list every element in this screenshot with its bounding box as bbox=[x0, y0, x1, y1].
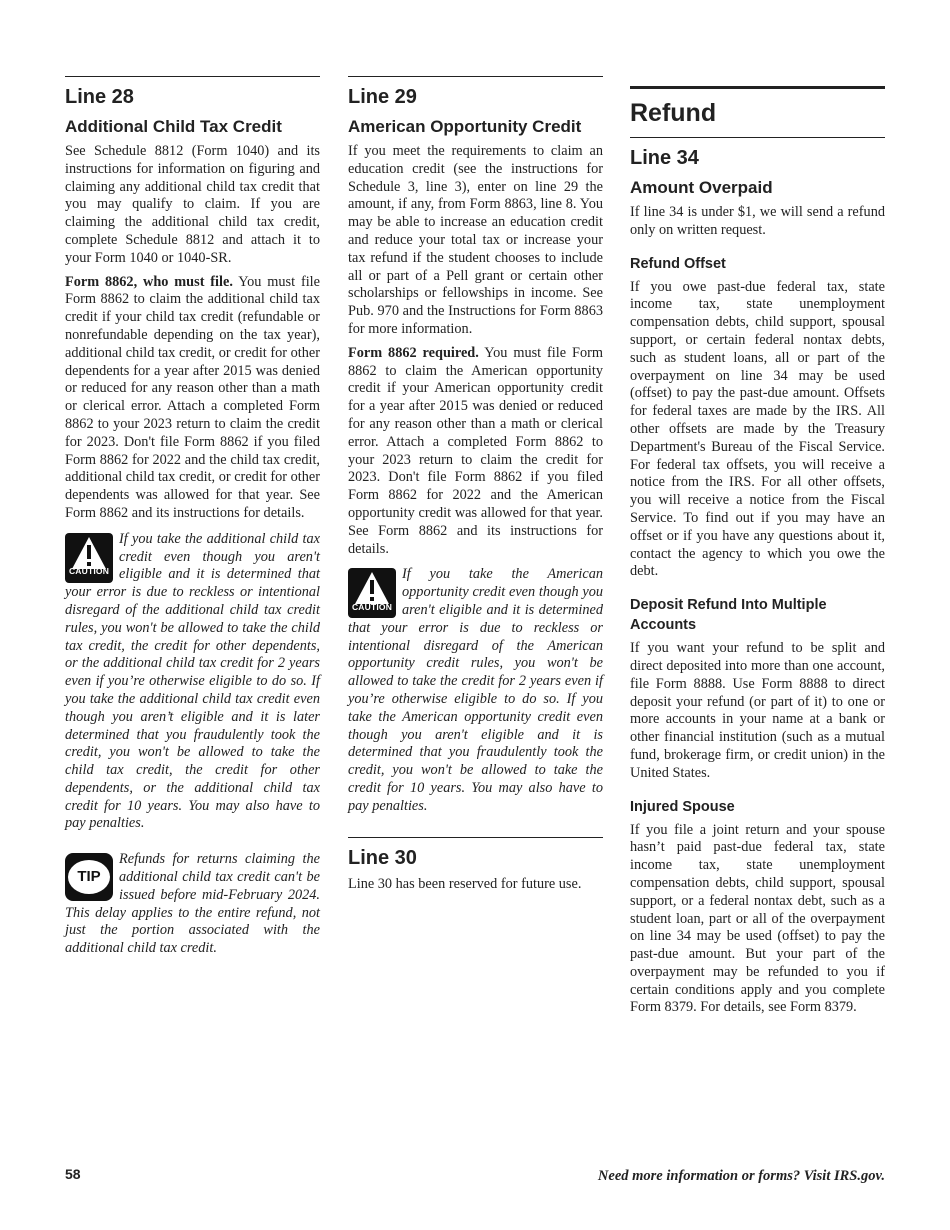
form-8862-required-label: Form 8862 required. bbox=[348, 344, 479, 361]
tip-label: TIP bbox=[68, 860, 110, 894]
amount-overpaid-heading: Amount Overpaid bbox=[630, 178, 773, 197]
caution-note bbox=[65, 531, 320, 834]
line-34-paragraph: If line 34 is under $1, we will send a refund only on written request. bbox=[630, 204, 885, 238]
caution-note bbox=[348, 566, 603, 815]
column-line-28 bbox=[65, 76, 320, 968]
refund-heading: Refund bbox=[630, 99, 717, 127]
caution-label: CAUTION bbox=[351, 601, 393, 612]
injured-spouse-paragraph: If you file a joint return and your spouse hasn’t paid past-due federal tax, state income tax, state unemployment compensation debts, child support, spousal support, or a federal nontax debt, such as a student loan, part or all of the overpayment on line 34 may be used (offset) to pay the past-due amount. But your part of the overpayment may be refunded to you if certain conditions apply and you complete Form 8379. For details, see Form 8379. bbox=[630, 821, 885, 1016]
caution-text: If you take the American opportunity credit even though you aren't eligible and it is determined that your error is due to reckless or intentional disregard of the American opportunity credit rules, you won't be allowed to take the credit for 2 years even if you’re otherwise eligible to do so. If you take the American opportunity credit even though you aren't eligible and it is determined that you fraudulently took the credit, you won't be allowed to take the credit for 10 years. You may also have to pay penalties. bbox=[348, 566, 603, 814]
form-8862-who-must-file-label: Form 8862, who must file. bbox=[65, 273, 233, 290]
deposit-refund-heading: Deposit Refund Into Multiple Accounts bbox=[630, 597, 827, 634]
caution-label: CAUTION bbox=[68, 565, 110, 576]
column-line-29 bbox=[348, 76, 603, 900]
page-number: 58 bbox=[65, 1166, 81, 1182]
injured-spouse-heading: Injured Spouse bbox=[630, 798, 735, 815]
form-8862-required-paragraph bbox=[348, 345, 603, 559]
line-29-heading: Line 29 bbox=[348, 86, 417, 108]
american-opportunity-credit-heading: American Opportunity Credit bbox=[348, 117, 582, 136]
line-30-paragraph: Line 30 has been reserved for future use. bbox=[348, 876, 582, 893]
irs-gov-footer-text: Need more information or forms? Visit IRS.gov. bbox=[597, 1168, 885, 1184]
additional-child-tax-credit-heading: Additional Child Tax Credit bbox=[65, 117, 282, 136]
form-8862-who-must-file-text: You must file Form 8862 to claim the additional child tax credit if your child tax credit (refundable or nonrefundable depending on the tax year), additional child tax credit, or credit for other dependents for a year after 2015 was denied or reduced for any reason other than a math or clerical error. Attach a completed Form 8862 to your 2023 return to claim the credit for 2023. Don't file Form 8862 if you filed Form 8862 for 2022 and the child tax credit, additional child tax credit, or credit for other dependents was allowed for that year. See Form 8862 and its instructions for details. bbox=[65, 273, 320, 521]
tip-icon bbox=[65, 853, 113, 901]
tip-note bbox=[65, 851, 320, 958]
line-28-heading: Line 28 bbox=[65, 86, 134, 108]
section-rule bbox=[348, 76, 603, 77]
caution-icon bbox=[65, 533, 113, 583]
line-28-paragraph: See Schedule 8812 (Form 1040) and its instructions for information on figuring and claiming any additional child tax credit that you may qualify to claim. If you are claiming the additional child tax credit, complete Schedule 8812 and attach it to your Form 1040 or 1040-SR. bbox=[65, 143, 320, 266]
line-30-heading: Line 30 bbox=[348, 847, 417, 870]
tip-text: Refunds for returns claiming the additional child tax credit can't be issued before mid-February 2024. This delay applies to the entire refund, not just the portion associated with the additional child tax credit. bbox=[65, 851, 320, 957]
deposit-refund-paragraph: If you want your refund to be split and direct deposited into more than one account, file Form 8888. Use Form 8888 to direct deposit your refund (or part of it) to one or more accounts in your name at a bank or other financial institution (such as a mutual fund, brokerage firm, or credit union) in the United States. bbox=[630, 640, 885, 781]
form-8862-required-text: You must file Form 8862 to claim the American opportunity credit if your American opportunity credit for a year after 2015 was denied or reduced for any reason other than a math or clerical error. Attach a completed Form 8862 to your 2023 return to claim the credit for 2023. Don't file Form 8862 if you filed Form 8862 for 2022 and the American opportunity credit was allowed for that year. See Form 8862 and its instructions for details. bbox=[348, 344, 603, 557]
section-rule bbox=[65, 76, 320, 77]
line-34-heading: Line 34 bbox=[630, 147, 699, 169]
section-rule-thick bbox=[630, 86, 885, 89]
form-8862-who-must-file-paragraph bbox=[65, 274, 320, 523]
caution-icon bbox=[348, 568, 396, 618]
refund-offset-paragraph: If you owe past-due federal tax, state income tax, state unemployment compensation debts, child support, spousal support, or certain federal nontax debts, such as student loans, all or part of the overpayment on line 34 may be used (offset) to pay the past-due amount. Offsets for federal taxes are made by the IRS. All other offsets are made by the Treasury Department's Bureau of the Fiscal Service. For federal tax offsets, you will receive a notice from the IRS. For all other offsets, you will receive a notice from the Fiscal Service. To find out if you may have an offset or if you have any questions about it, contact the agency to which you owe the debt. bbox=[630, 278, 885, 580]
section-rule bbox=[630, 137, 885, 138]
line-29-paragraph: If you meet the requirements to claim an education credit (see the instructions for Schedule 3, line 3), enter on line 29 the amount, if any, from Form 8863, line 8. You may be able to increase an education credit and reduce your total tax or increase your tax refund if the student chooses to include all or part of a Pell grant or certain other scholarships or fellowships in income. See Pub. 970 and the Instructions for Form 8863 for more information. bbox=[348, 143, 603, 337]
column-refund bbox=[630, 86, 885, 1023]
refund-offset-heading: Refund Offset bbox=[630, 255, 726, 272]
caution-text: If you take the additional child tax credit even though you aren't eligible and it is determined that your error is due to reckless or intentional disregard of the additional child tax credit rules, you won't be allowed to take the child tax credit, the credit for other dependents, or the additional child tax credit for 2 years even if you’re otherwise eligible to do so. If you take the additional child tax credit even though you aren’t eligible and it is later determined that you fraudulently took the credit, you won't be allowed to take the child tax credit, the credit for other dependents, or the additional child tax credit for 10 years. You may also have to pay penalties. bbox=[65, 530, 320, 832]
section-rule bbox=[348, 837, 603, 838]
